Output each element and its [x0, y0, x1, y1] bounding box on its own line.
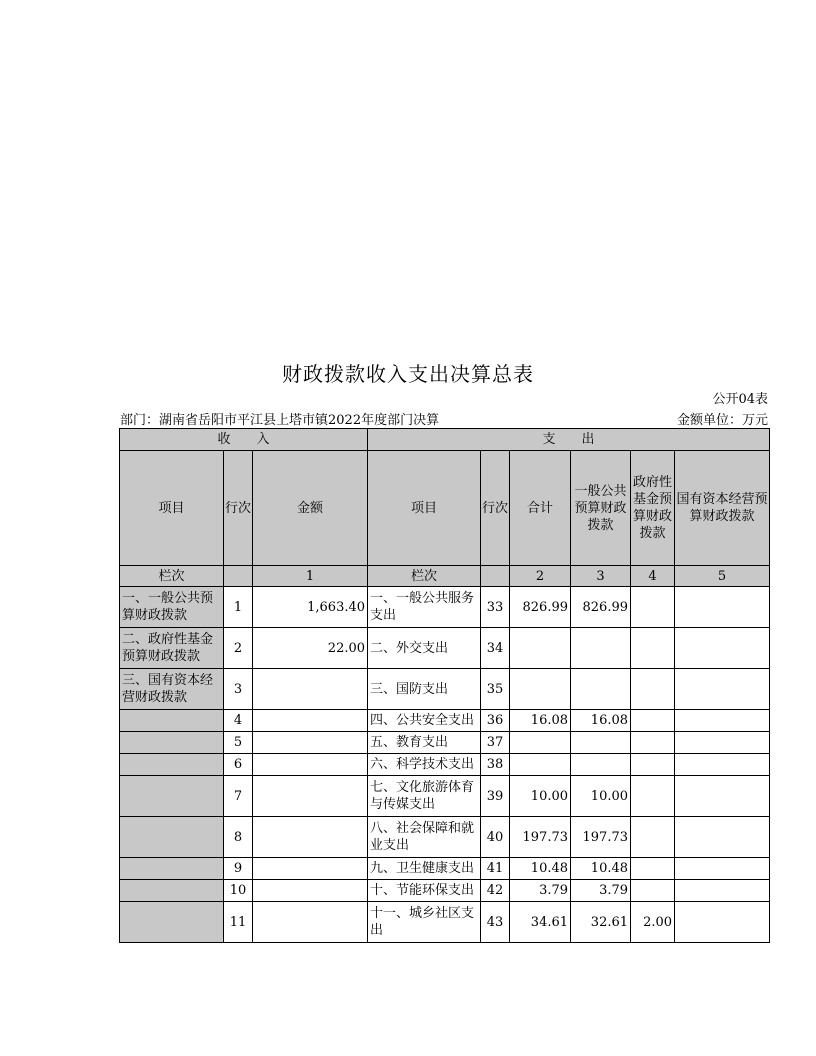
- expense-general-cell: 10.48: [571, 858, 631, 880]
- expense-capital-cell: [675, 776, 770, 817]
- expense-capital-cell: [675, 587, 770, 628]
- expense-fund-cell: [631, 776, 675, 817]
- expense-row-no-cell: 34: [481, 628, 510, 669]
- expense-row-no-cell: 41: [481, 858, 510, 880]
- income-item-cell: 三、国有资本经营财政拨款: [120, 669, 224, 710]
- expense-item-cell: 五、教育支出: [368, 732, 481, 754]
- income-amount-cell: [253, 669, 368, 710]
- expense-row-no-cell: 35: [481, 669, 510, 710]
- income-row-no-cell: 1: [224, 587, 253, 628]
- expense-capital-cell: [675, 817, 770, 858]
- expense-row-no-cell: 40: [481, 817, 510, 858]
- income-item-cell: [120, 776, 224, 817]
- expense-fund-cell: [631, 732, 675, 754]
- expense-fund-cell: [631, 669, 675, 710]
- income-amount-cell: [253, 880, 368, 902]
- expense-general-cell: 197.73: [571, 817, 631, 858]
- income-row-no-cell: 8: [224, 817, 253, 858]
- table-row: [120, 776, 770, 817]
- expense-item-cell: 二、外交支出: [368, 628, 481, 669]
- col-row-2: 2: [510, 566, 571, 587]
- expense-item-cell: 六、科学技术支出: [368, 754, 481, 776]
- table-row: [120, 754, 770, 776]
- expense-total-cell: 16.08: [510, 710, 571, 732]
- page-title: 财政拨款收入支出决算总表: [282, 362, 534, 386]
- income-item-cell: [120, 817, 224, 858]
- income-amount-cell: [253, 817, 368, 858]
- expense-fund-cell: [631, 817, 675, 858]
- income-row-no-cell: 2: [224, 628, 253, 669]
- table-row: [120, 628, 770, 669]
- expense-general-cell: 16.08: [571, 710, 631, 732]
- income-row-no-cell: 6: [224, 754, 253, 776]
- income-item-cell: [120, 710, 224, 732]
- expense-item-cell: 四、公共安全支出: [368, 710, 481, 732]
- expense-capital-cell: [675, 732, 770, 754]
- expense-total-cell: 10.48: [510, 858, 571, 880]
- table-row: [120, 858, 770, 880]
- expense-fund-cell: [631, 880, 675, 902]
- header-income: 收 入: [120, 429, 368, 451]
- header-state-capital: 国有资本经营预算财政拨款: [675, 451, 770, 566]
- table-row: [120, 669, 770, 710]
- expense-general-cell: [571, 732, 631, 754]
- header-general-budget: 一般公共预算财政拨款: [571, 451, 631, 566]
- income-item-cell: [120, 902, 224, 943]
- income-row-no-cell: 5: [224, 732, 253, 754]
- expense-item-cell: 九、卫生健康支出: [368, 858, 481, 880]
- expense-capital-cell: [675, 669, 770, 710]
- income-row-no-cell: 4: [224, 710, 253, 732]
- col-row-4: 4: [631, 566, 675, 587]
- expense-general-cell: 3.79: [571, 880, 631, 902]
- header-gov-fund: 政府性基金预算财政拨款: [631, 451, 675, 566]
- header-total: 合计: [510, 451, 571, 566]
- expense-total-cell: 3.79: [510, 880, 571, 902]
- header-row-no: 行次: [224, 451, 253, 566]
- expense-fund-cell: 2.00: [631, 902, 675, 943]
- expense-capital-cell: [675, 754, 770, 776]
- expense-general-cell: [571, 669, 631, 710]
- table-row: [120, 817, 770, 858]
- expense-row-no-cell: 42: [481, 880, 510, 902]
- expense-general-cell: 32.61: [571, 902, 631, 943]
- expense-total-cell: [510, 628, 571, 669]
- expense-general-cell: 10.00: [571, 776, 631, 817]
- col-row-label-expense: 栏次: [368, 566, 481, 587]
- expense-total-cell: [510, 754, 571, 776]
- income-amount-cell: [253, 754, 368, 776]
- col-row-empty: [224, 566, 253, 587]
- expense-capital-cell: [675, 628, 770, 669]
- header-item-expense: 项目: [368, 451, 481, 566]
- col-row-label: 栏次: [120, 566, 224, 587]
- income-amount-cell: 22.00: [253, 628, 368, 669]
- department-label: 部门：湖南省岳阳市平江县上塔市镇2022年度部门决算: [120, 413, 440, 428]
- expense-item-cell: 一、一般公共服务支出: [368, 587, 481, 628]
- expense-capital-cell: [675, 902, 770, 943]
- table-row: [120, 880, 770, 902]
- expense-general-cell: 826.99: [571, 587, 631, 628]
- expense-total-cell: 826.99: [510, 587, 571, 628]
- expense-row-no-cell: 38: [481, 754, 510, 776]
- expense-fund-cell: [631, 587, 675, 628]
- col-row-empty-expense: [481, 566, 510, 587]
- expense-fund-cell: [631, 858, 675, 880]
- income-amount-cell: [253, 710, 368, 732]
- expense-row-no-cell: 33: [481, 587, 510, 628]
- expense-row-no-cell: 43: [481, 902, 510, 943]
- expense-general-cell: [571, 628, 631, 669]
- income-row-no-cell: 7: [224, 776, 253, 817]
- form-code: 公开04表: [712, 392, 768, 407]
- col-row-3: 3: [571, 566, 631, 587]
- expense-item-cell: 三、国防支出: [368, 669, 481, 710]
- income-row-no-cell: 10: [224, 880, 253, 902]
- header-item: 项目: [120, 451, 224, 566]
- expense-item-cell: 八、社会保障和就业支出: [368, 817, 481, 858]
- expense-total-cell: [510, 732, 571, 754]
- header-expense: 支 出: [368, 429, 770, 451]
- col-row-5: 5: [675, 566, 770, 587]
- table-row: [120, 587, 770, 628]
- budget-summary-table: [119, 428, 770, 943]
- expense-capital-cell: [675, 880, 770, 902]
- income-item-cell: 二、政府性基金预算财政拨款: [120, 628, 224, 669]
- expense-fund-cell: [631, 628, 675, 669]
- header-row-no-expense: 行次: [481, 451, 510, 566]
- income-amount-cell: [253, 902, 368, 943]
- expense-row-no-cell: 36: [481, 710, 510, 732]
- income-item-cell: [120, 880, 224, 902]
- expense-item-cell: 十、节能环保支出: [368, 880, 481, 902]
- income-item-cell: 一、一般公共预算财政拨款: [120, 587, 224, 628]
- header-amount: 金额: [253, 451, 368, 566]
- table-row: [120, 732, 770, 754]
- col-row-1: 1: [253, 566, 368, 587]
- income-item-cell: [120, 858, 224, 880]
- expense-general-cell: [571, 754, 631, 776]
- expense-item-cell: 十一、城乡社区支出: [368, 902, 481, 943]
- income-amount-cell: [253, 858, 368, 880]
- expense-fund-cell: [631, 754, 675, 776]
- income-item-cell: [120, 754, 224, 776]
- income-row-no-cell: 9: [224, 858, 253, 880]
- expense-capital-cell: [675, 858, 770, 880]
- income-amount-cell: [253, 732, 368, 754]
- table-row: [120, 710, 770, 732]
- income-amount-cell: [253, 776, 368, 817]
- table-row: [120, 902, 770, 943]
- income-amount-cell: 1,663.40: [253, 587, 368, 628]
- expense-capital-cell: [675, 710, 770, 732]
- expense-total-cell: 197.73: [510, 817, 571, 858]
- income-row-no-cell: 3: [224, 669, 253, 710]
- expense-fund-cell: [631, 710, 675, 732]
- expense-row-no-cell: 37: [481, 732, 510, 754]
- expense-total-cell: 34.61: [510, 902, 571, 943]
- expense-row-no-cell: 39: [481, 776, 510, 817]
- income-item-cell: [120, 732, 224, 754]
- expense-total-cell: [510, 669, 571, 710]
- income-row-no-cell: 11: [224, 902, 253, 943]
- unit-label: 金额单位：万元: [676, 413, 768, 428]
- expense-total-cell: 10.00: [510, 776, 571, 817]
- expense-item-cell: 七、文化旅游体育与传媒支出: [368, 776, 481, 817]
